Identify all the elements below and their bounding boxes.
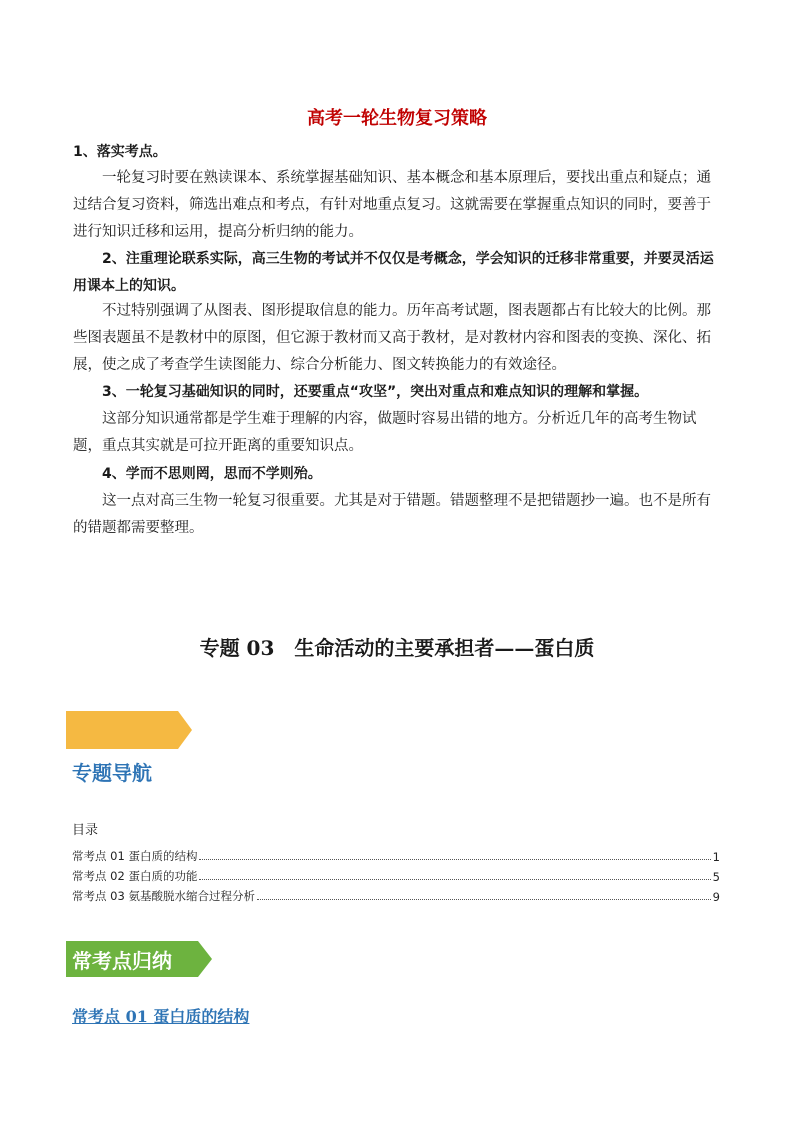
toc-entry-page: 1	[712, 850, 720, 864]
section-badge-label: 常考点归纳	[72, 949, 172, 973]
point-4-heading: 4、学而不思则罔，思而不学则殆。	[102, 466, 322, 482]
strategy-title: 高考一轮生物复习策略	[307, 108, 487, 129]
toc-entry-title: 常考点 03 氨基酸脱水缩合过程分析	[72, 889, 255, 903]
toc-leader-dots	[199, 879, 710, 880]
toc-entry[interactable]	[72, 864, 720, 884]
toc-label: 目录	[72, 823, 99, 838]
point-2-body: 不过特别强调了从图表、图形提取信息的能力。历年高考试题，图表题都占有比较大的比例。那些图表题虽不是教材中的原图，但它源于教材而又高于教材，是对教材内容和图表的变换、深化、拓展，使之成了考查学生读图能力、综合分析能力、图文转换能力的有效途径。	[73, 303, 711, 373]
toc-entry-page: 5	[712, 870, 720, 884]
toc-leader-dots	[257, 899, 711, 900]
point-4-body: 这一点对高三生物一轮复习很重要。尤其是对于错题。错题整理不是把错题抄一遍。也不是所有的错题都需要整理。	[73, 493, 711, 536]
point-1-heading: 1、落实考点。	[73, 144, 167, 160]
point-2-heading: 2、注重理论联系实际，高三生物的考试并不仅仅是考概念，学会知识的迁移非常重要，并要灵活运用课本上的知识。	[73, 251, 714, 294]
nav-heading: 专题导航	[72, 761, 152, 785]
section-sub-heading[interactable]: 常考点 01 蛋白质的结构	[72, 1007, 250, 1026]
toc-entry-page: 9	[712, 890, 720, 904]
toc-entry[interactable]	[72, 884, 720, 904]
point-3-heading: 3、一轮复习基础知识的同时，还要重点“攻坚”，突出对重点和难点知识的理解和掌握。	[102, 384, 649, 400]
nav-tab-decoration	[66, 711, 192, 749]
toc-entry-title: 常考点 01 蛋白质的结构	[72, 849, 198, 863]
point-1-body: 一轮复习时要在熟读课本、系统掌握基础知识、基本概念和基本原理后，要找出重点和疑点；通过结合复习资料，筛选出难点和考点，有针对地重点复习。这就需要在掌握重点知识的同时，要善于进行知识迁移和运用，提高分析归纳的能力。	[73, 170, 711, 240]
toc-entry-title: 常考点 02 蛋白质的功能	[72, 869, 198, 883]
toc-leader-dots	[199, 859, 710, 860]
point-3-body: 这部分知识通常都是学生难于理解的内容，做题时容易出错的地方。分析近几年的高考生物试题，重点其实就是可拉开距离的重要知识点。	[73, 411, 697, 454]
toc-entry[interactable]	[72, 844, 720, 864]
topic-title: 专题 03 生命活动的主要承担者——蛋白质	[199, 636, 595, 660]
